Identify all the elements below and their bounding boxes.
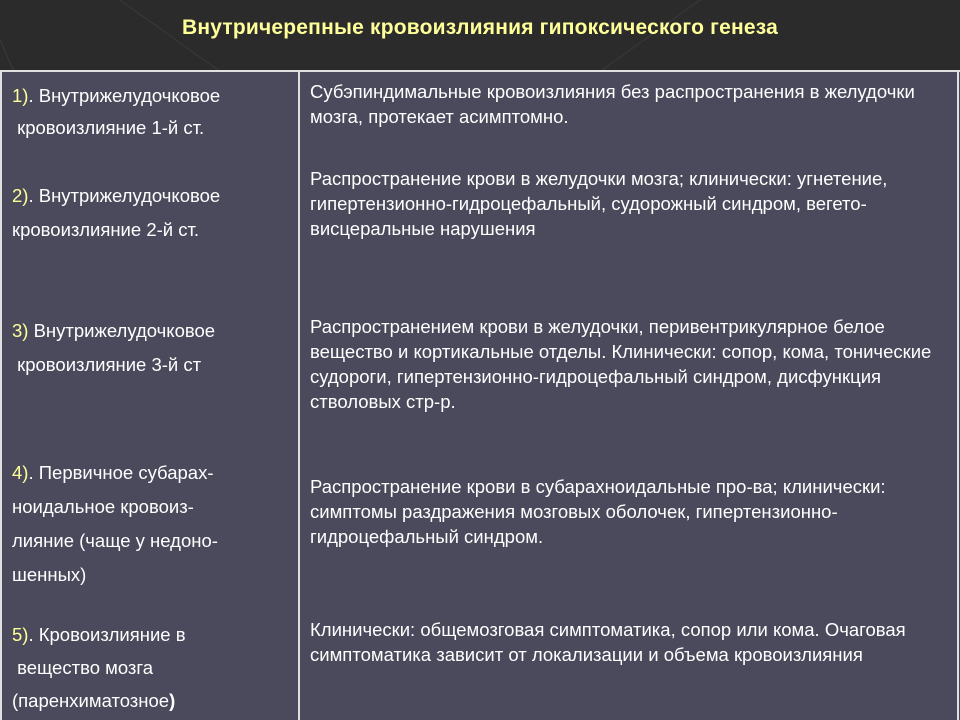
table-top-border [0, 70, 960, 72]
row-4-stage-line-1: . Первичное субарах- [28, 462, 214, 483]
row-5-stage-line-1: . Кровоизлияние в [28, 624, 186, 645]
row-5-stage-line-4: ) [169, 690, 176, 711]
row-2-description: Распространение крови в желудочки мозга; клинически: угнетение, гипертензионно-гидроцефальный, судорожный синдром, вегето-висцеральные нарушения [310, 168, 888, 239]
row-3-number: 3) [12, 320, 29, 341]
row-3-stage [12, 318, 297, 377]
row-1-stage-line-2: кровоизлияние 1-й ст. [12, 117, 205, 138]
row-5-stage-line-3: (паренхиматозное [12, 690, 170, 711]
row-1-stage-line-1: . Внутрижелудочковое [28, 85, 221, 106]
row-4-stage-line-3: лияние (чаще у недоно- [12, 530, 218, 551]
row-3-stage-line-2: кровоизлияние 3-й ст [12, 354, 202, 375]
row-2-stage [12, 183, 297, 242]
row-5-stage [12, 618, 297, 717]
row-2-stage-line-2: кровоизлияние 2-й ст. [12, 219, 200, 240]
slide-header [0, 0, 960, 56]
slide-title: Внутричерепные кровоизлияния гипоксического генеза [182, 16, 778, 39]
row-4-description: Распространение крови в субарахноидальные про-ва; клинически: симптомы раздражения мозговых оболочек, гипертензионно-гидроцефальный синдром. [310, 476, 886, 547]
row-3-description: Распространением крови в желудочки, перивентрикулярное белое вещество и кортикальные отделы. Клинически: сопор, кома, тонические судороги, гипертензионно-гидроцефальный синдром, дисфункция стволовых стр-р. [310, 316, 932, 412]
column-divider [298, 72, 300, 720]
row-3-stage-line-1: Внутрижелудочковое [28, 320, 216, 341]
row-2-number: 2) [12, 185, 29, 206]
table-left-border [0, 72, 2, 720]
row-1-stage [12, 83, 297, 140]
row-2-stage-line-1: . Внутрижелудочковое [28, 185, 221, 206]
row-1-description: Субэпиндимальные кровоизлияния без распространения в желудочки мозга, протекает асимптомно. [310, 81, 915, 127]
row-5-number: 5) [12, 624, 29, 645]
row-1-number: 1) [12, 85, 29, 106]
row-4-stage-line-2: ноидальное кровоиз- [12, 496, 194, 517]
row-5-stage-line-2: вещество мозга [12, 657, 154, 678]
row-5-description: Клинически: общемозговая симптоматика, сопор или кома. Очаговая симптоматика зависит от локализации и объема кровоизлияния [310, 619, 906, 665]
table-right-border [957, 72, 959, 720]
row-4-number: 4) [12, 462, 29, 483]
row-4-stage [12, 456, 297, 592]
row-4-stage-line-4: шенных) [12, 564, 87, 585]
